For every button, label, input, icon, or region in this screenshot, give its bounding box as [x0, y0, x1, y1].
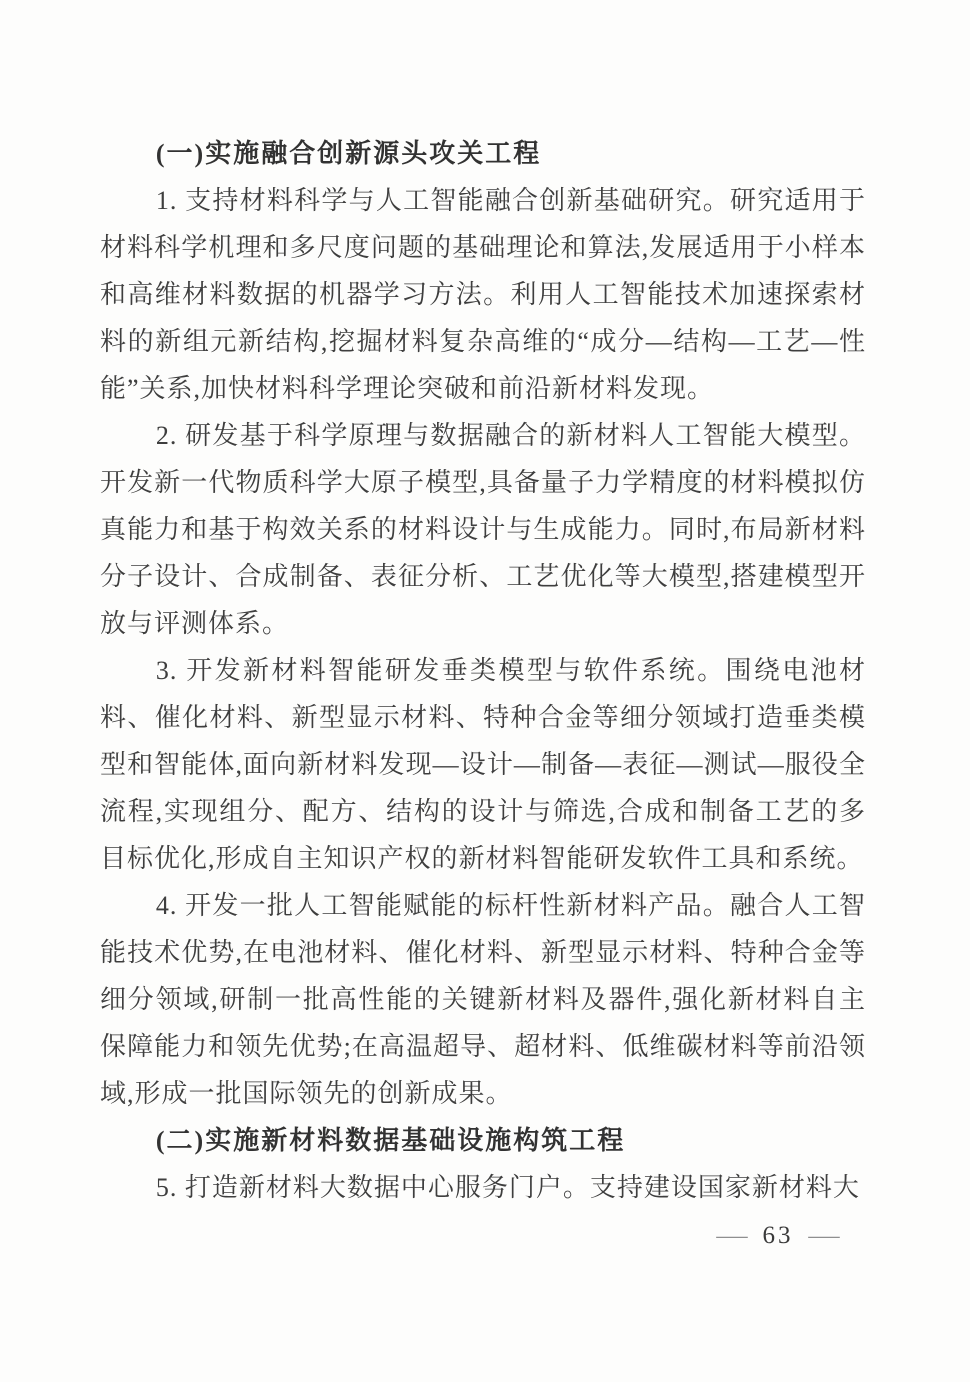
page-number-right-dash: —	[808, 1223, 840, 1249]
paragraph: 3. 开发新材料智能研发垂类模型与软件系统。围绕电池材料、催化材料、新型显示材料、特种合金等细分领域打造垂类模型和智能体,面向新材料发现—设计—制备—表征—测试—服役全流程,实现组分、配方、结构的设计与筛选,合成和制备工艺的多目标优化,形成自主知识产权的新材料智能研发软件工具和系统。	[100, 656, 866, 873]
page-number-value: 63	[762, 1222, 794, 1249]
section-heading: (二)实施新材料数据基础设施构筑工程	[155, 1126, 626, 1155]
paragraph: 4. 开发一批人工智能赋能的标杆性新材料产品。融合人工智能技术优势,在电池材料、催化材料、新型显示材料、特种合金等细分领域,研制一批高性能的关键新材料及器件,强化新材料自主保障能力和领先优势;在高温超导、超材料、低维碳材料等前沿领域,形成一批国际领先的创新成果。	[100, 891, 866, 1108]
paragraph: 5. 打造新材料大数据中心服务门户。支持建设国家新材料大	[155, 1173, 860, 1202]
page-number-left-dash: —	[716, 1223, 748, 1249]
paragraph: 2. 研发基于科学原理与数据融合的新材料人工智能大模型。开发新一代物质科学大原子模型,具备量子力学精度的材料模拟仿真能力和基于构效关系的材料设计与生成能力。同时,布局新材料分子设计、合成制备、表征分析、工艺优化等大模型,搭建模型开放与评测体系。	[100, 421, 866, 638]
paragraph: 1. 支持材料科学与人工智能融合创新基础研究。研究适用于材料科学机理和多尺度问题的基础理论和算法,发展适用于小样本和高维材料数据的机器学习方法。利用人工智能技术加速探索材料的新组元新结构,挖掘材料复杂高维的“成分—结构—工艺—性能”关系,加快材料科学理论突破和前沿新材料发现。	[100, 186, 866, 403]
document-body	[100, 130, 866, 1211]
page-number	[716, 1216, 840, 1256]
section-heading: (一)实施融合创新源头攻关工程	[155, 139, 542, 168]
